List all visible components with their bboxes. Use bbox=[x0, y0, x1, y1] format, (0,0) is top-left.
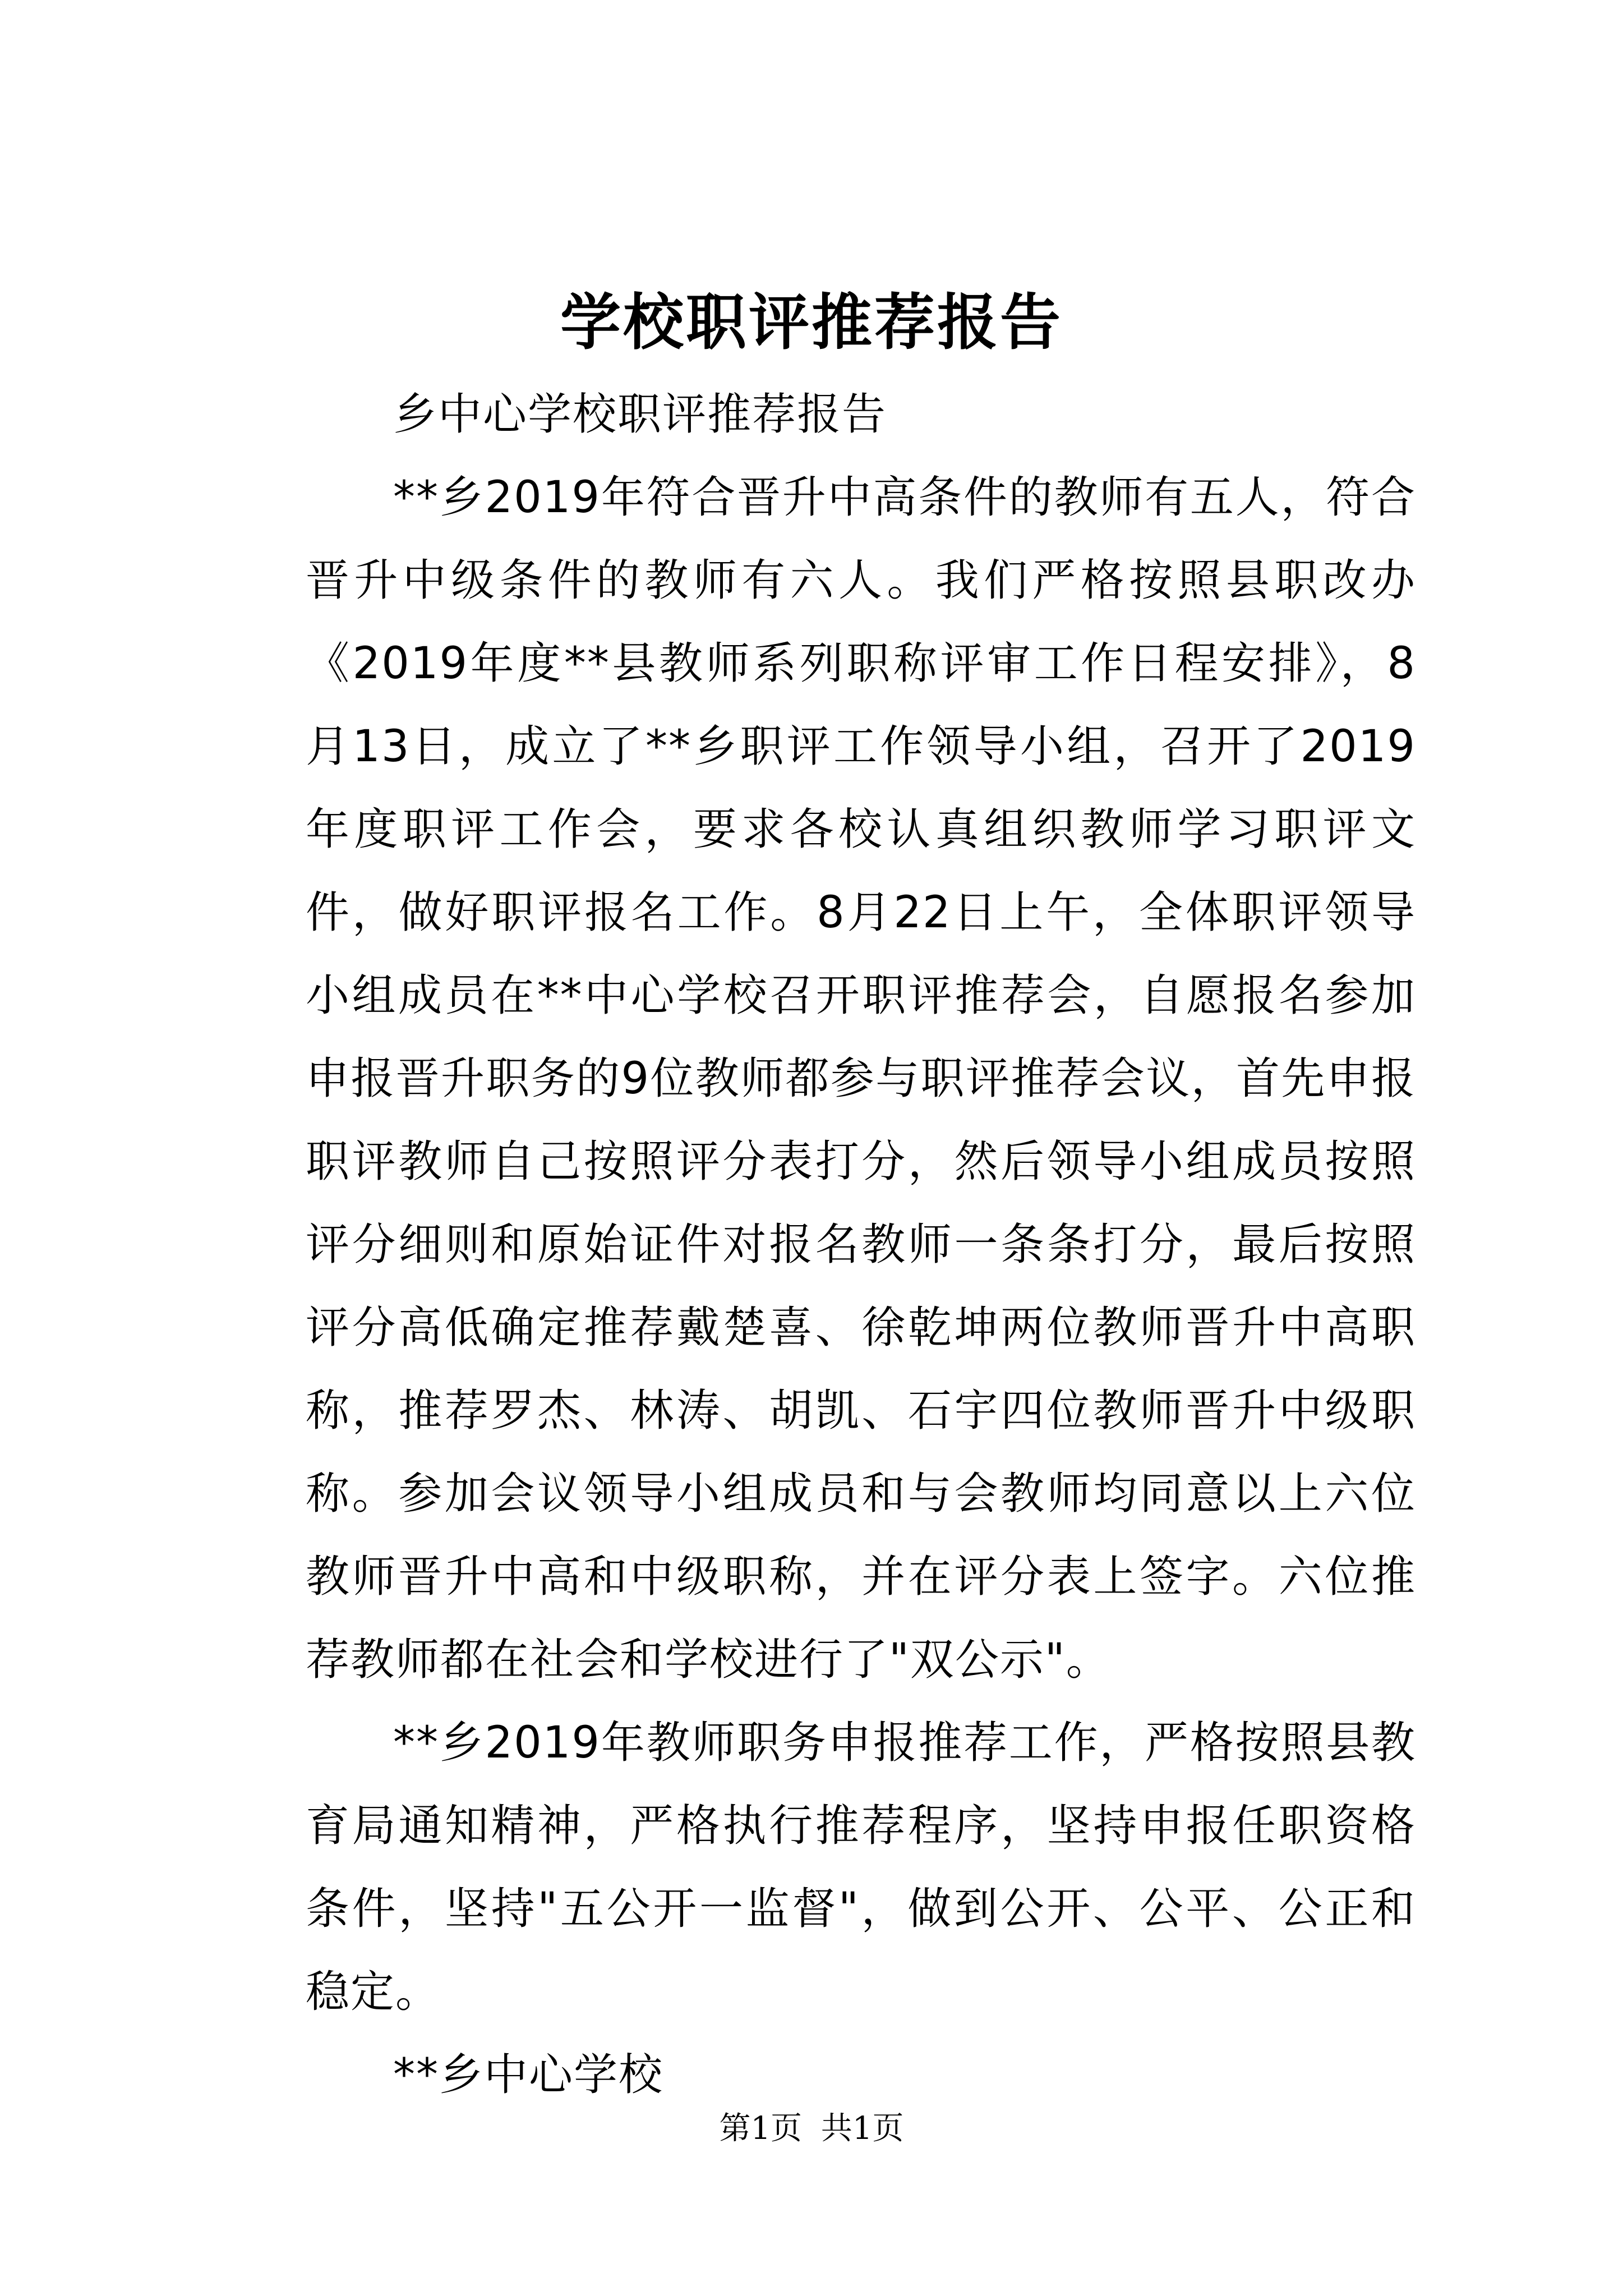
page-footer bbox=[0, 2106, 1623, 2151]
paragraph-summary: **乡2019年教师职务申报推荐工作，严格按照县教育局通知精神，严格执行推荐程序，坚持申报任职资格条件，坚持"五公开一监督"，做到公开、公平、公正和稳定。 bbox=[306, 1718, 1416, 2017]
paragraph-signature: **乡中心学校 bbox=[393, 2050, 664, 2100]
paragraph-heading: 乡中心学校职评推荐报告 bbox=[393, 389, 887, 440]
document-body bbox=[306, 373, 1416, 2116]
paragraph-main: **乡2019年符合晋升中高条件的教师有五人，符合晋升中级条件的教师有六人。我们严格按照县职改办《2019年度**县教师系列职称评审工作日程安排》，8月13日，成立了**乡职评工作领导小组，召开了2019年度职评工作会，要求各校认真组织教师学习职评文件，做好职评报名工作。8月22日上午，全体职评领导小组成员在**中心学校召开职评推荐会，自愿报名参加申报晋升职务的9位教师都参与职评推荐会议，首先申报职评教师自己按照评分表打分，然后领导小组成员按照评分细则和原始证件对报名教师一条条打分，最后按照评分高低确定推荐戴楚喜、徐乾坤两位教师晋升中高职称，推荐罗杰、林涛、胡凯、石宇四位教师晋升中级职称。参加会议领导小组成员和与会教师均同意以上六位教师晋升中高和中级职称，并在评分表上签字。六位推荐教师都在社会和学校进行了"双公示"。 bbox=[306, 472, 1416, 1685]
document-title: 学校职评推荐报告 bbox=[560, 287, 1063, 358]
page-number: 第1页 bbox=[719, 2110, 803, 2147]
page-total: 共1页 bbox=[820, 2110, 904, 2147]
